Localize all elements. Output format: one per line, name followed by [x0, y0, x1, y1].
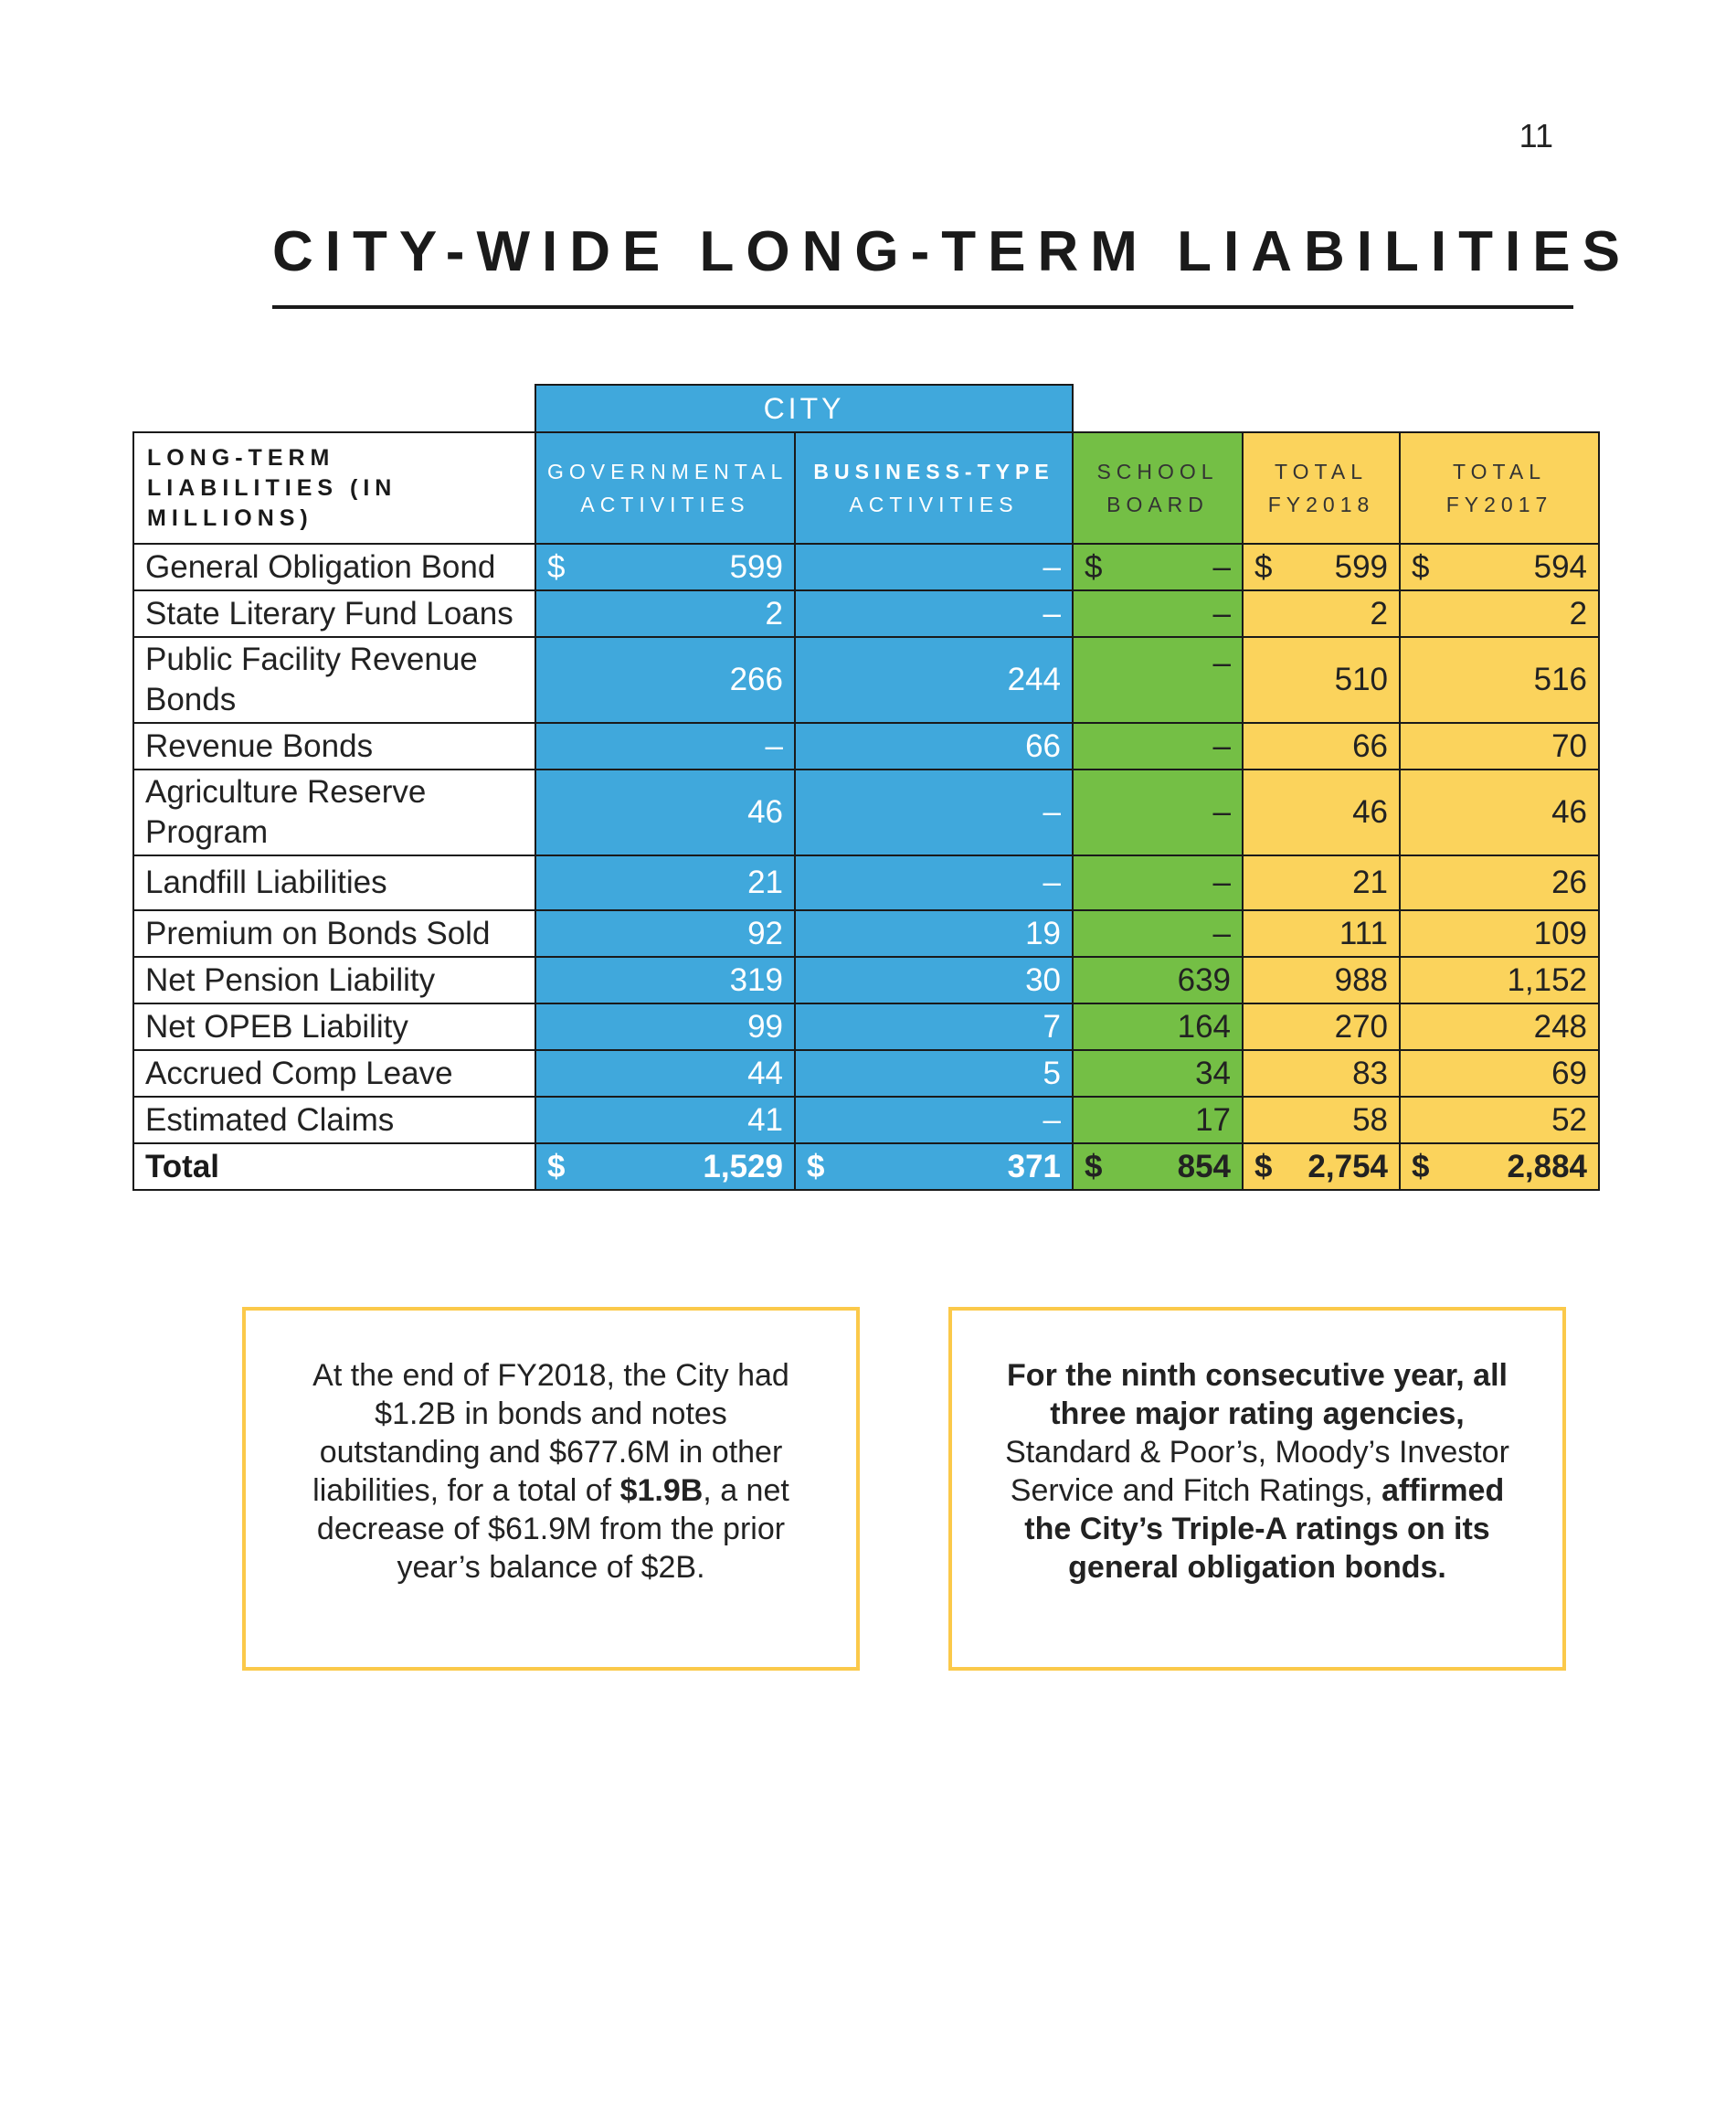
callout-ratings [948, 1307, 1566, 1671]
cell-governmental: 46 [535, 770, 795, 855]
dollar-sign: $ [1254, 1148, 1273, 1184]
cell-school: – [1073, 637, 1243, 723]
table-row [133, 1097, 1599, 1143]
cell-school: 34 [1073, 1050, 1243, 1097]
cell-value: 1,529 [703, 1148, 783, 1184]
liabilities-table [132, 384, 1600, 1191]
cell-fy2017: 52 [1400, 1097, 1599, 1143]
fy2017-column-header: TOTAL FY2017 [1400, 432, 1599, 544]
total-school [1073, 1143, 1243, 1190]
cell-school: – [1073, 910, 1243, 957]
cell-fy2018 [1243, 544, 1400, 590]
cell-value: 599 [1334, 548, 1389, 585]
total-fy2017 [1400, 1143, 1599, 1190]
fy2018-column-header: TOTAL FY2018 [1243, 432, 1400, 544]
cell-fy2017: 1,152 [1400, 957, 1599, 1003]
cell-business: 66 [795, 723, 1073, 770]
cell-fy2017: 248 [1400, 1003, 1599, 1050]
callout-bold-conclusion: affirmed the City’s Triple-A ratings on its general obligation bonds. [1024, 1473, 1505, 1585]
dollar-sign: $ [807, 1148, 825, 1184]
cell-business: – [795, 544, 1073, 590]
cell-school: – [1073, 770, 1243, 855]
total-label: Total [133, 1143, 535, 1190]
business-header-line1: BUSINESS-TYPE [813, 460, 1054, 483]
cell-value: – [1212, 548, 1232, 585]
row-label: Landfill Liabilities [133, 855, 535, 910]
cell-governmental: 99 [535, 1003, 795, 1050]
callout-highlight: $1.9B [619, 1473, 704, 1508]
page-number: 11 [1519, 117, 1553, 154]
cell-fy2017: 70 [1400, 723, 1599, 770]
business-header-line2: ACTIVITIES [849, 493, 1019, 516]
cell-fy2018: 21 [1243, 855, 1400, 910]
dollar-sign: $ [1085, 1148, 1103, 1184]
header-spacer-right [1073, 385, 1599, 432]
row-label: General Obligation Bond [133, 544, 535, 590]
cell-fy2017: 2 [1400, 590, 1599, 637]
cell-business: – [795, 1097, 1073, 1143]
cell-value: 854 [1177, 1148, 1232, 1184]
table-row [133, 855, 1599, 910]
cell-fy2018: 111 [1243, 910, 1400, 957]
row-label: Net Pension Liability [133, 957, 535, 1003]
cell-fy2018: 510 [1243, 637, 1400, 723]
cell-school: – [1073, 590, 1243, 637]
cell-fy2018: 58 [1243, 1097, 1400, 1143]
row-label: Accrued Comp Leave [133, 1050, 535, 1097]
cell-value: 599 [729, 548, 783, 585]
callout-agencies: Standard & Poor’s, Moody’s Investor Service and Fitch Ratings, [1005, 1435, 1509, 1508]
table-row [133, 1003, 1599, 1050]
cell-governmental: 319 [535, 957, 795, 1003]
table-row [133, 910, 1599, 957]
cell-governmental: 44 [535, 1050, 795, 1097]
cell-fy2018: 66 [1243, 723, 1400, 770]
dollar-sign: $ [1254, 548, 1273, 585]
table-row [133, 957, 1599, 1003]
cell-fy2017: 109 [1400, 910, 1599, 957]
row-label: Premium on Bonds Sold [133, 910, 535, 957]
cell-fy2018: 83 [1243, 1050, 1400, 1097]
row-label: State Literary Fund Loans [133, 590, 535, 637]
cell-fy2017: 516 [1400, 637, 1599, 723]
cell-governmental: 21 [535, 855, 795, 910]
row-label: Estimated Claims [133, 1097, 535, 1143]
cell-business: – [795, 590, 1073, 637]
cell-fy2017: 26 [1400, 855, 1599, 910]
header-spacer [133, 385, 535, 432]
cell-fy2017 [1400, 544, 1599, 590]
cell-school [1073, 544, 1243, 590]
governmental-column-header: GOVERNMENTAL ACTIVITIES [535, 432, 795, 544]
cell-fy2018: 2 [1243, 590, 1400, 637]
cell-fy2017: 46 [1400, 770, 1599, 855]
total-governmental [535, 1143, 795, 1190]
cell-value: 594 [1533, 548, 1588, 585]
callout-text-part1: At the end of FY2018, the City had $1.2B in bonds and notes outstanding and $677.6M in other liabilities, for a total of [312, 1358, 789, 1508]
dollar-sign: $ [547, 548, 566, 585]
table-row [133, 590, 1599, 637]
cell-value: 2,884 [1507, 1148, 1588, 1184]
total-row [133, 1143, 1599, 1190]
total-fy2018 [1243, 1143, 1400, 1190]
cell-fy2018: 988 [1243, 957, 1400, 1003]
dollar-sign: $ [1085, 548, 1103, 585]
cell-value: 2,754 [1307, 1148, 1389, 1184]
row-label: Agriculture Reserve Program [133, 770, 535, 855]
callout-text-part2: , a net decrease of $61.9M from the prior year’s balance of $2B. [316, 1473, 789, 1585]
row-label: Net OPEB Liability [133, 1003, 535, 1050]
cell-business: 30 [795, 957, 1073, 1003]
callout-fy2018-summary [242, 1307, 860, 1671]
school-column-header: SCHOOL BOARD [1073, 432, 1243, 544]
cell-governmental: 266 [535, 637, 795, 723]
business-column-header [795, 432, 1073, 544]
total-business [795, 1143, 1073, 1190]
cell-school: – [1073, 855, 1243, 910]
cell-governmental: – [535, 723, 795, 770]
cell-business: – [795, 770, 1073, 855]
cell-fy2018: 46 [1243, 770, 1400, 855]
dollar-sign: $ [1412, 548, 1430, 585]
callout-text [952, 1356, 1562, 1587]
cell-school: – [1073, 723, 1243, 770]
cell-governmental [535, 544, 795, 590]
table-row [133, 544, 1599, 590]
cell-business: 19 [795, 910, 1073, 957]
callout-text [246, 1356, 856, 1587]
city-group-header: CITY [535, 385, 1073, 432]
cell-fy2017: 69 [1400, 1050, 1599, 1097]
table-row [133, 723, 1599, 770]
dollar-sign: $ [1412, 1148, 1430, 1184]
callout-bold-intro: For the ninth consecutive year, all three major rating agencies, [1007, 1358, 1508, 1431]
table-row [133, 637, 1599, 723]
cell-governmental: 2 [535, 590, 795, 637]
table-row [133, 770, 1599, 855]
row-label: Revenue Bonds [133, 723, 535, 770]
cell-fy2018: 270 [1243, 1003, 1400, 1050]
label-column-header: LONG-TERM LIABILITIES (IN MILLIONS) [133, 432, 535, 544]
cell-business: 244 [795, 637, 1073, 723]
cell-value: 371 [1007, 1148, 1062, 1184]
table-row [133, 1050, 1599, 1097]
cell-governmental: 41 [535, 1097, 795, 1143]
cell-business: – [795, 855, 1073, 910]
cell-governmental: 92 [535, 910, 795, 957]
dollar-sign: $ [547, 1148, 566, 1184]
cell-school: 639 [1073, 957, 1243, 1003]
cell-school: 17 [1073, 1097, 1243, 1143]
row-label: Public Facility Revenue Bonds [133, 637, 535, 723]
cell-business: 5 [795, 1050, 1073, 1097]
cell-school: 164 [1073, 1003, 1243, 1050]
cell-business: 7 [795, 1003, 1073, 1050]
title-underline [272, 305, 1573, 309]
page-title: CITY-WIDE LONG-TERM LIABILITIES [272, 220, 1632, 283]
